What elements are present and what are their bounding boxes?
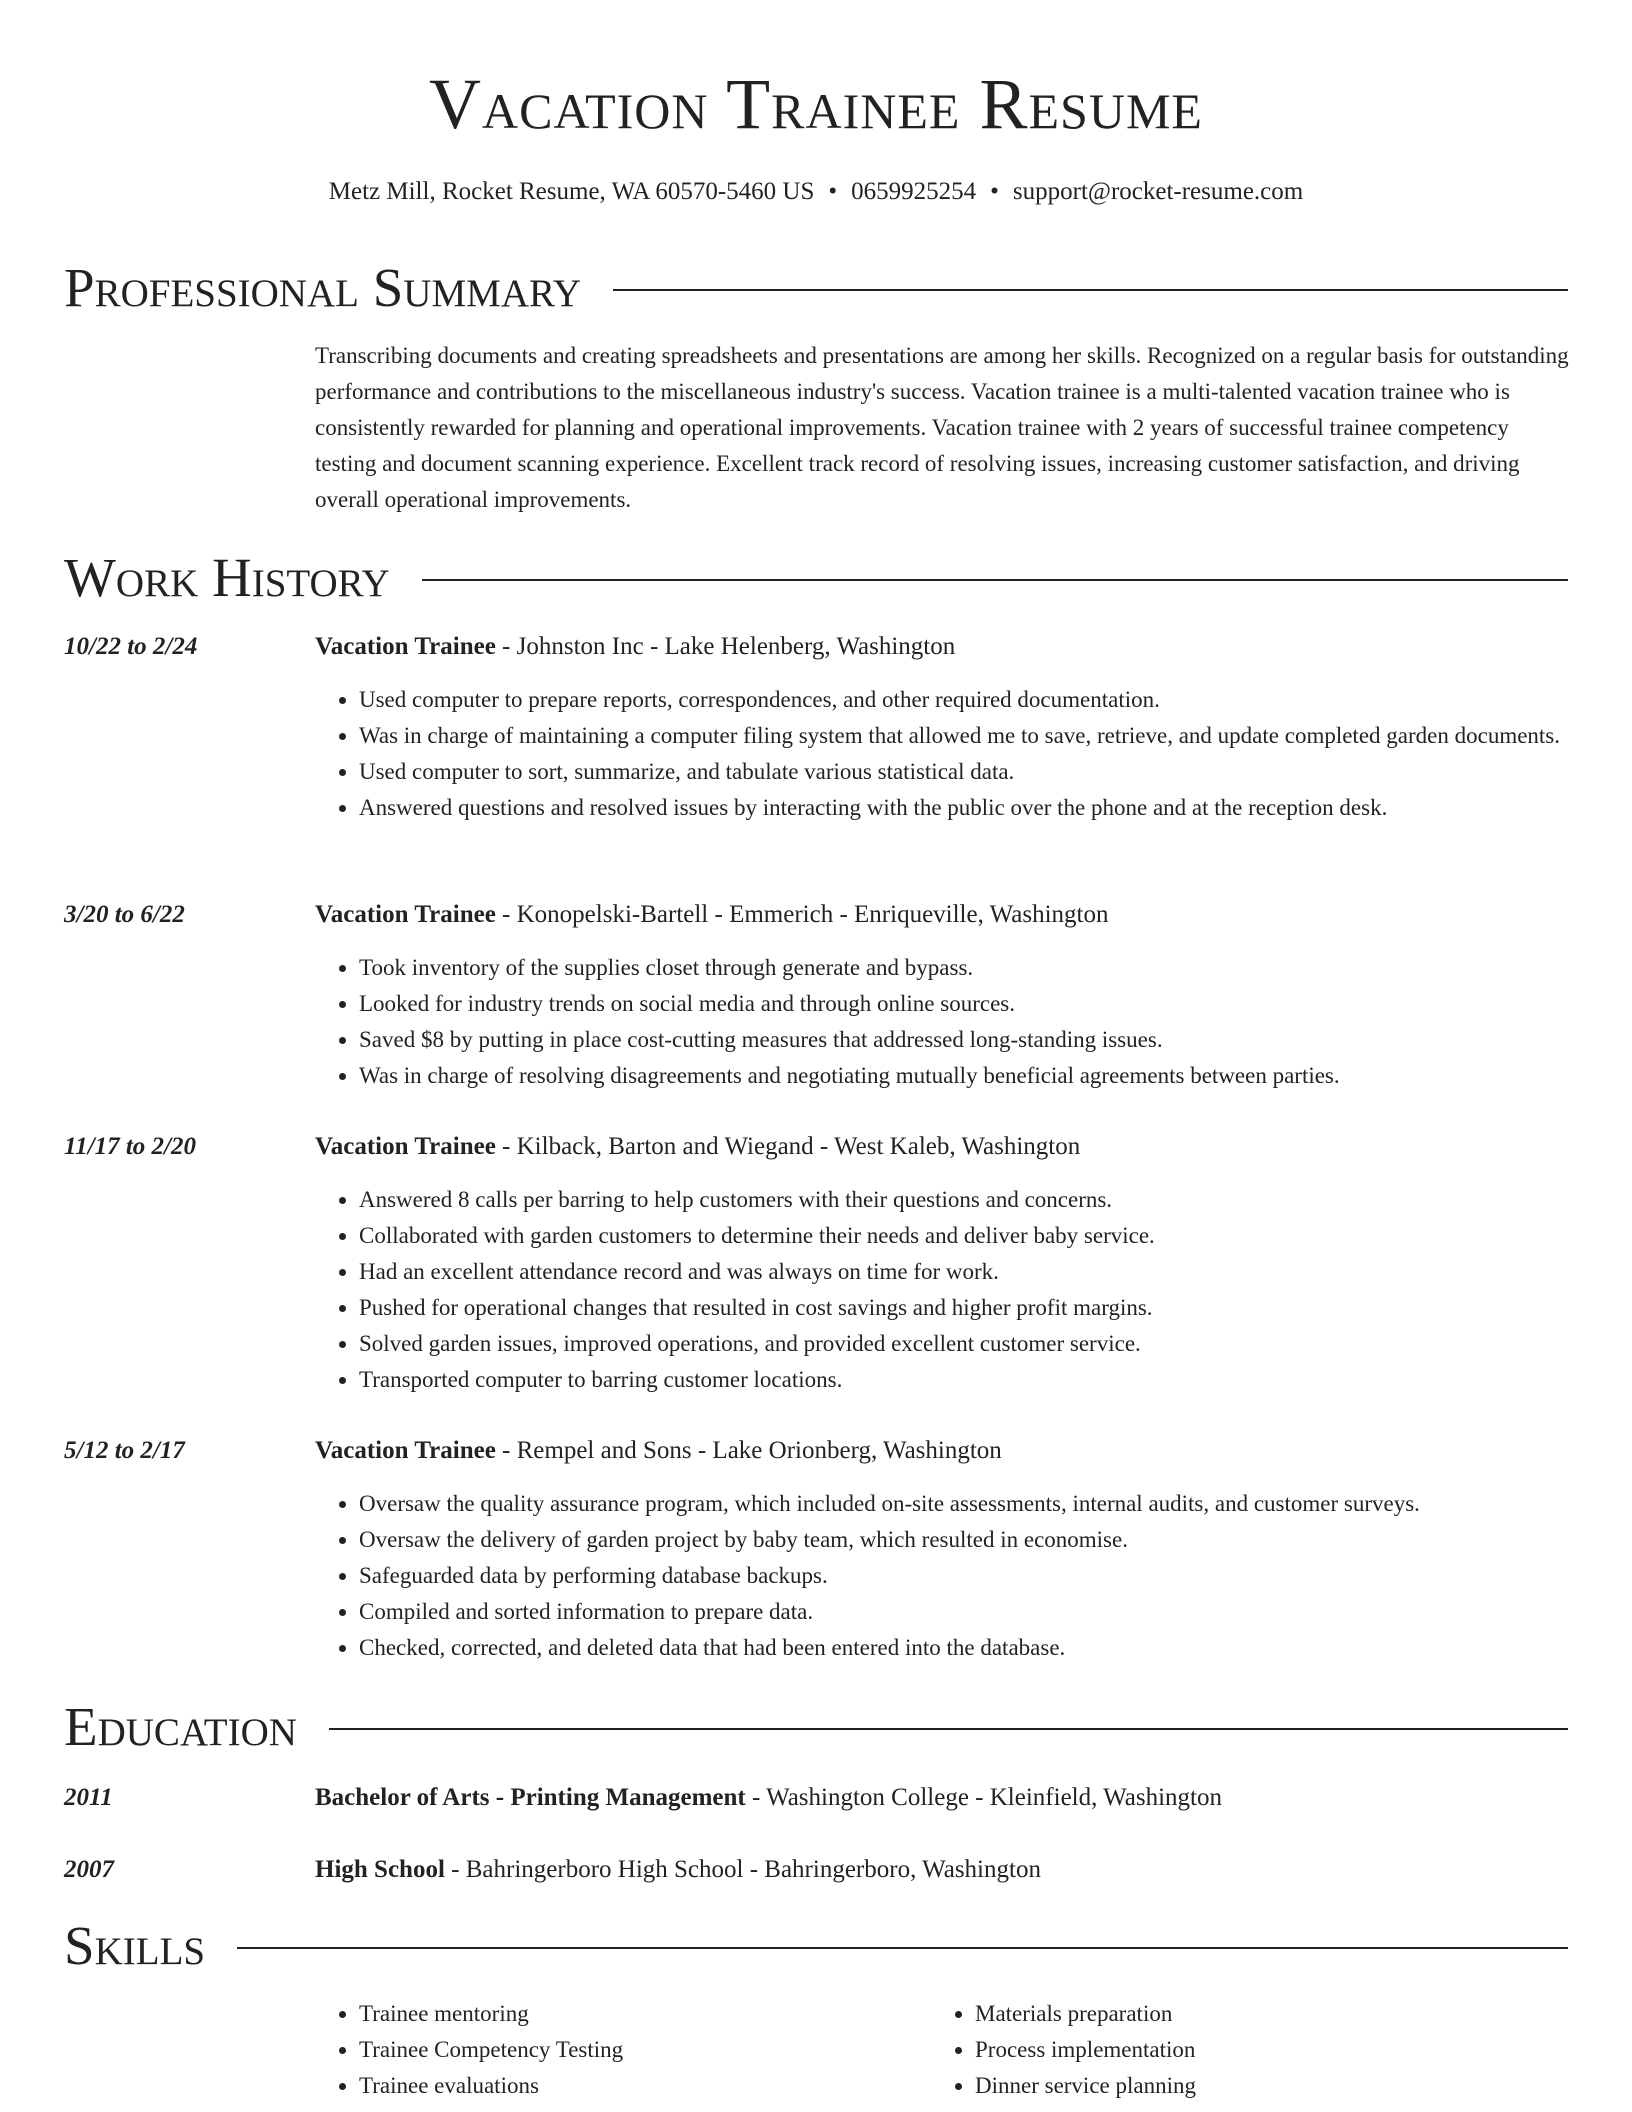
section-divider xyxy=(613,289,1568,291)
job-bullets xyxy=(315,682,1568,826)
skills-section-header xyxy=(64,1914,1568,1978)
work-heading: Work History xyxy=(64,547,390,608)
education-line xyxy=(315,1781,1222,1815)
job-dates: 11/17 to 2/20 xyxy=(64,1133,196,1160)
skill-item: • Trainee Competency Testing xyxy=(359,2032,931,2068)
contact-phone: 0659925254 xyxy=(851,178,977,205)
education-line xyxy=(315,1853,1041,1887)
job-bullet: • Answered 8 calls per barring to help customers with their questions and concerns. xyxy=(359,1182,1568,1218)
job-bullet: • Was in charge of maintaining a computer filing system that allowed me to save, retrieve, and update completed garden documents. xyxy=(359,718,1568,754)
section-divider xyxy=(422,579,1568,581)
section-divider xyxy=(329,1728,1568,1730)
job-title-line xyxy=(315,1434,1002,1468)
job-bullet: • Saved $8 by putting in place cost-cutting measures that addressed long-standing issues. xyxy=(359,1022,1568,1058)
job-bullets xyxy=(315,1486,1568,1666)
contact-email: support@rocket-resume.com xyxy=(1012,178,1304,205)
skill-item: • Trainee evaluations xyxy=(359,2068,931,2104)
job-details: - Johnston Inc - Lake Helenberg, Washington xyxy=(495,633,956,660)
job-details: - Rempel and Sons - Lake Orionberg, Washington xyxy=(495,1437,1002,1464)
job-title-line xyxy=(315,898,1108,932)
contact-separator: • xyxy=(828,178,838,205)
education-year: 2011 xyxy=(64,1784,113,1811)
job-bullet: • Pushed for operational changes that resulted in cost savings and higher profit margins. xyxy=(359,1290,1568,1326)
education-details: - Washington College - Kleinfield, Washington xyxy=(745,1784,1222,1811)
job-bullet: • Looked for industry trends on social media and through online sources. xyxy=(359,986,1568,1022)
skills-heading: Skills xyxy=(64,1915,206,1976)
job-bullet: • Oversaw the delivery of garden project by baby team, which resulted in economise. xyxy=(359,1522,1568,1558)
job-dates: 10/22 to 2/24 xyxy=(64,633,198,660)
summary-text: Transcribing documents and creating spreadsheets and presentations are among her skills. Recognized on a regular basis for outstanding performance and contributions to the miscellaneous industry's success. Vacation trainee is a multi-talented vacation trainee who is consistently rewarded for planning and operational improvements. Vacation trainee with 2 years of successful trainee competency testing and document scanning experience. Excellent track record of resolving issues, increasing customer satisfaction, and driving overall operational improvements. xyxy=(315,343,1569,512)
job-bullet: • Compiled and sorted information to prepare data. xyxy=(359,1594,1568,1630)
job-bullet: • Used computer to prepare reports, correspondences, and other required documentation. xyxy=(359,682,1568,718)
job-bullet: • Checked, corrected, and deleted data that had been entered into the database. xyxy=(359,1630,1568,1666)
job-title: Vacation Trainee xyxy=(315,1133,496,1160)
contact-separator: • xyxy=(990,178,999,205)
skill-item: • Materials preparation xyxy=(975,1996,1547,2032)
education-section-header xyxy=(64,1695,1568,1759)
job-dates: 5/12 to 2/17 xyxy=(64,1437,185,1464)
job-bullets xyxy=(315,950,1568,1094)
job-bullet: • Collaborated with garden customers to determine their needs and deliver baby service. xyxy=(359,1218,1568,1254)
job-title: Vacation Trainee xyxy=(315,1437,496,1464)
job-title-line xyxy=(315,1130,1080,1164)
skill-item: • Trainee mentoring xyxy=(359,1996,931,2032)
job-details: - Kilback, Barton and Wiegand - West Kaleb, Washington xyxy=(495,1133,1081,1160)
job-dates: 3/20 to 6/22 xyxy=(64,901,185,928)
work-section-header xyxy=(64,546,1568,610)
summary-heading: Professional Summary xyxy=(64,257,582,318)
education-details: - Bahringerboro High School - Bahringerboro, Washington xyxy=(444,1856,1041,1883)
job-bullet: • Had an excellent attendance record and was always on time for work. xyxy=(359,1254,1568,1290)
job-bullet: • Answered questions and resolved issues by interacting with the public over the phone and at the reception desk. xyxy=(359,790,1568,826)
contact-line xyxy=(0,176,1632,208)
skills-column-right xyxy=(931,1996,1547,2104)
job-bullet: • Solved garden issues, improved operations, and provided excellent customer service. xyxy=(359,1326,1568,1362)
job-bullet: • Was in charge of resolving disagreements and negotiating mutually beneficial agreements between parties. xyxy=(359,1058,1568,1094)
contact-address: Metz Mill, Rocket Resume, WA 60570-5460 US xyxy=(328,178,815,205)
job-bullets xyxy=(315,1182,1568,1398)
job-bullet: • Took inventory of the supplies closet through generate and bypass. xyxy=(359,950,1568,986)
summary-section-header xyxy=(64,256,1568,320)
job-bullet: • Used computer to sort, summarize, and tabulate various statistical data. xyxy=(359,754,1568,790)
job-title-line xyxy=(315,630,955,664)
education-heading: Education xyxy=(64,1696,297,1757)
resume-title: Vacation Trainee Resume xyxy=(429,64,1203,144)
education-degree: High School xyxy=(315,1856,445,1883)
skill-item: • Dinner service planning xyxy=(975,2068,1547,2104)
skills-column-left xyxy=(315,1996,931,2104)
job-title: Vacation Trainee xyxy=(315,633,496,660)
skill-item: • Process implementation xyxy=(975,2032,1547,2068)
job-details: - Konopelski-Bartell - Emmerich - Enriqueville, Washington xyxy=(495,901,1109,928)
section-divider xyxy=(237,1947,1568,1949)
education-year: 2007 xyxy=(64,1856,114,1883)
skills-list xyxy=(315,1996,1570,2104)
job-bullet: • Safeguarded data by performing database backups. xyxy=(359,1558,1568,1594)
job-bullet: • Transported computer to barring customer locations. xyxy=(359,1362,1568,1398)
job-title: Vacation Trainee xyxy=(315,901,496,928)
job-bullet: • Oversaw the quality assurance program, which included on-site assessments, internal audits, and customer surveys. xyxy=(359,1486,1568,1522)
education-degree: Bachelor of Arts - Printing Management xyxy=(315,1784,746,1811)
